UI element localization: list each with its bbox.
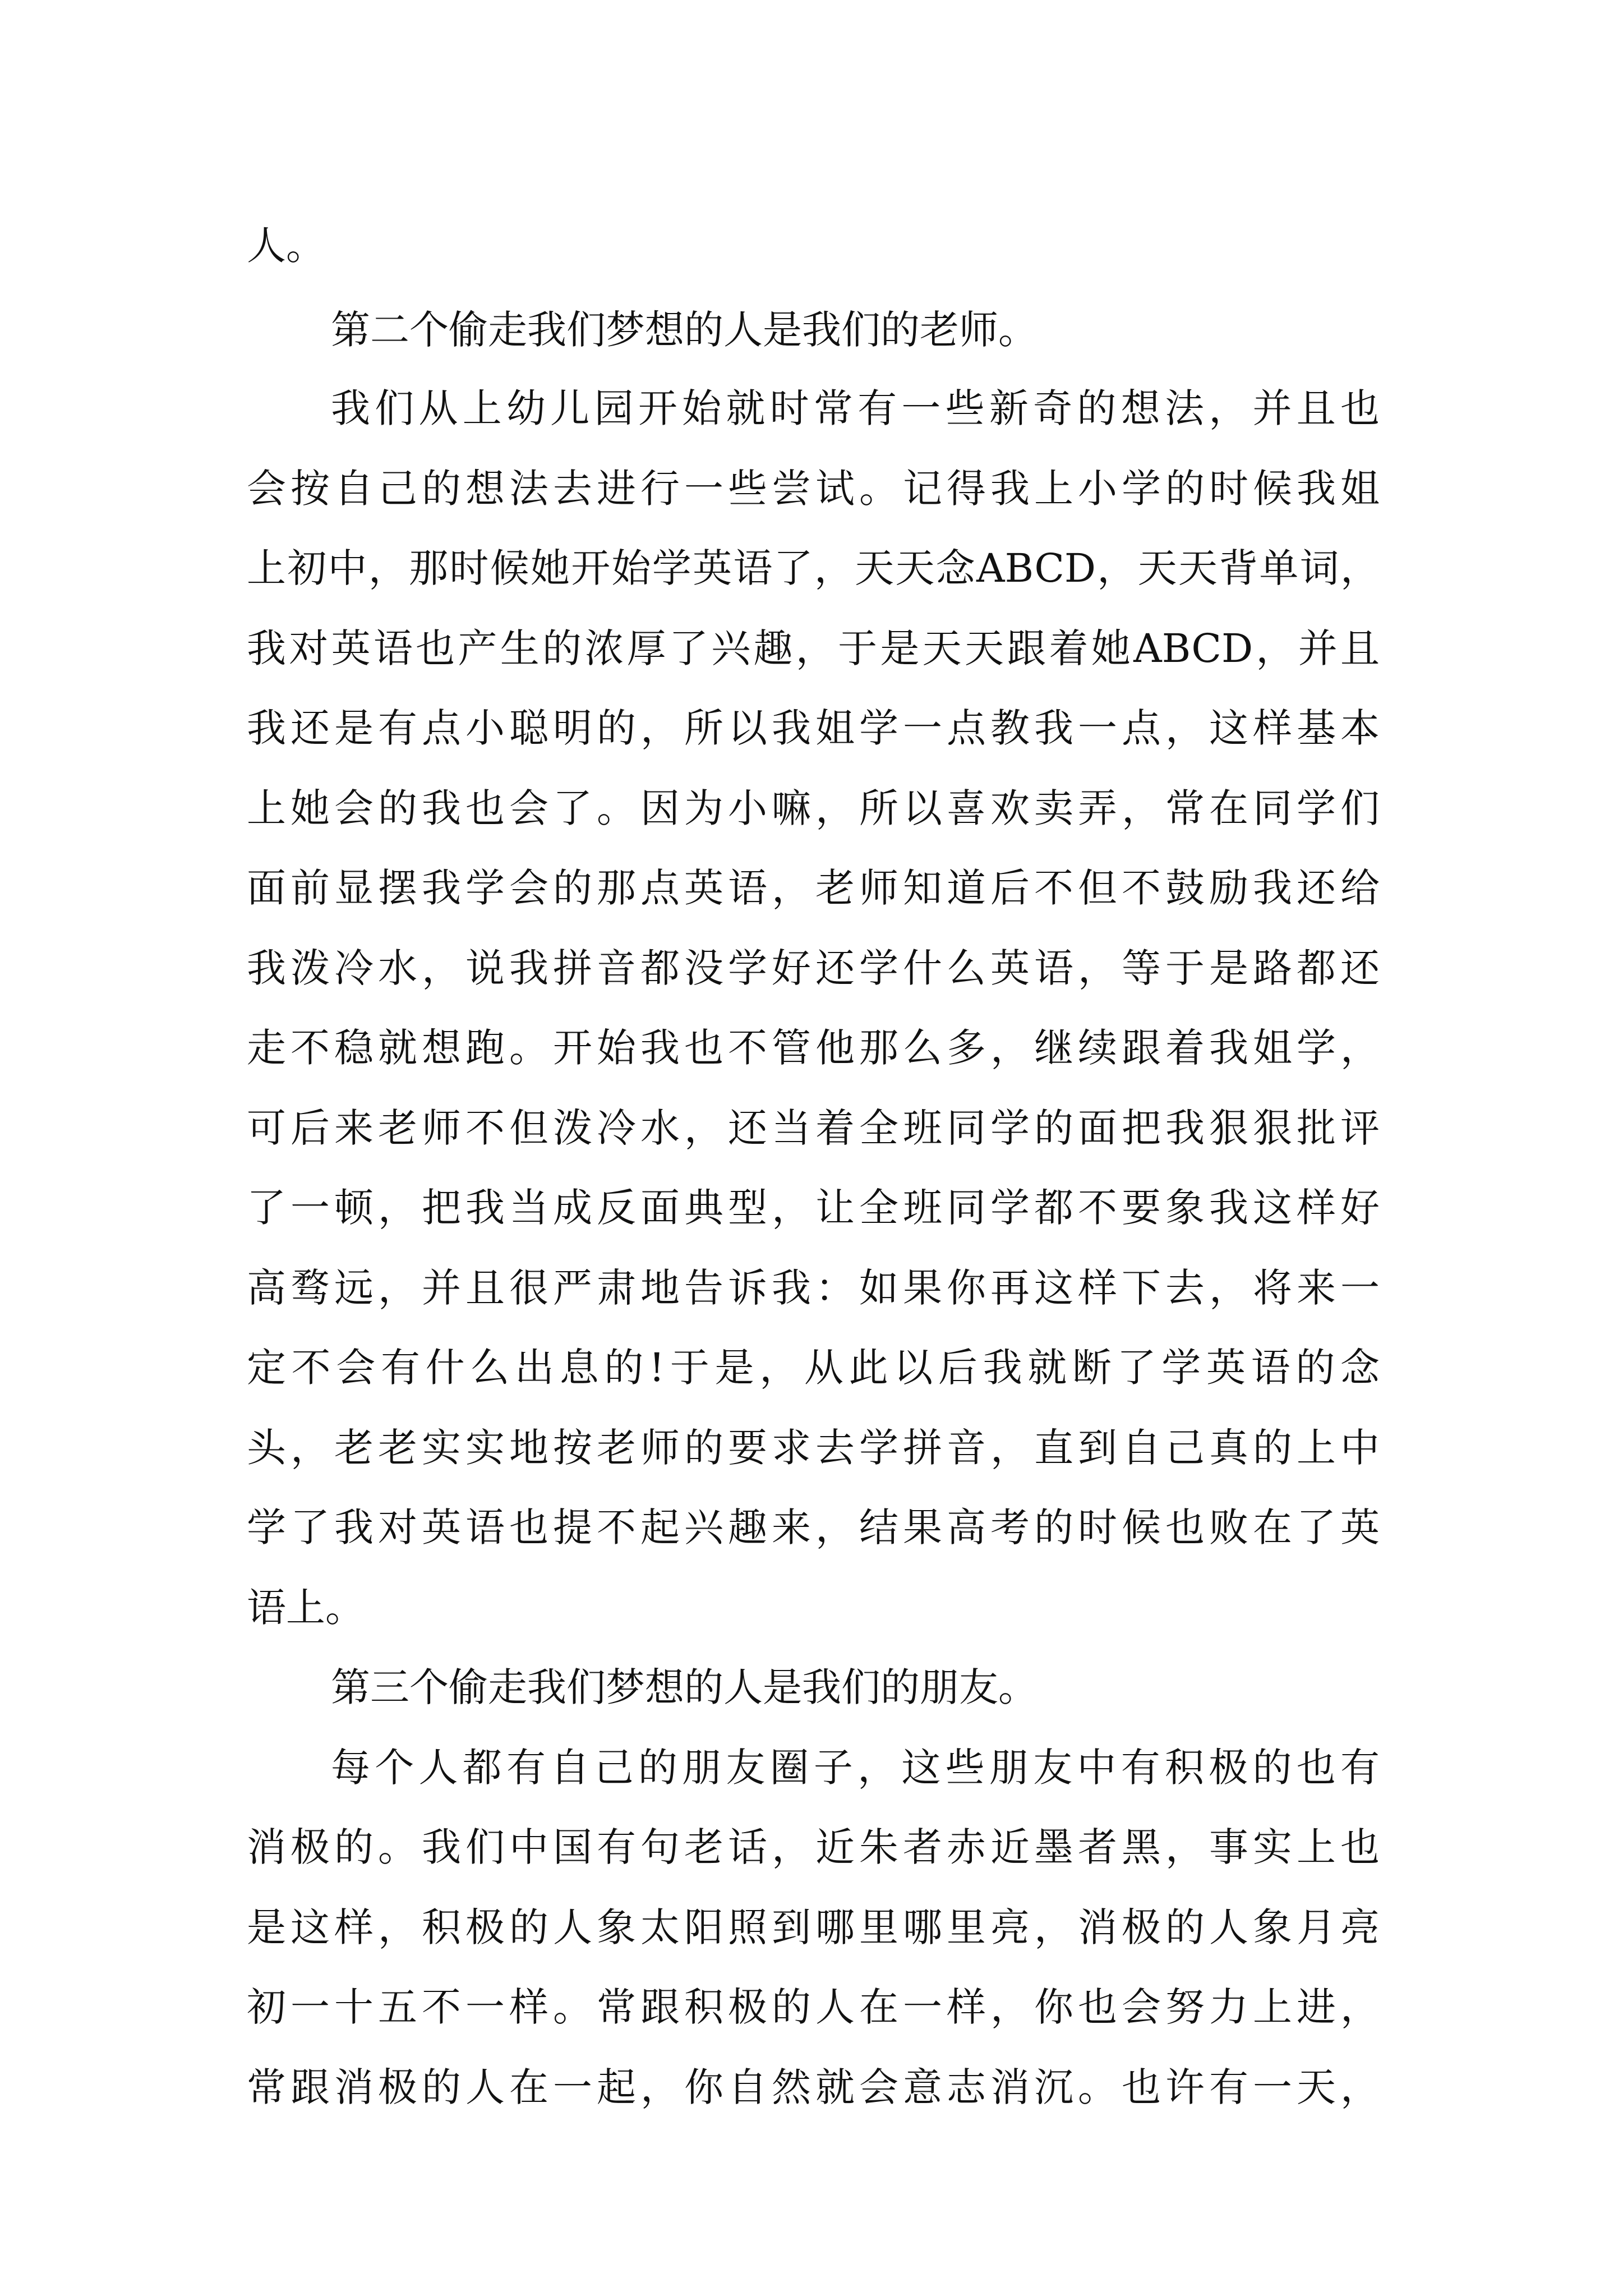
text-line-7: 我还是有点小聪明的，所以我姐学一点教我一点，这样基本 [247, 705, 1380, 751]
text-line-16: 头，老老实实地按老师的要求去学拼音，直到自己真的上中 [247, 1425, 1380, 1471]
text-line-6: 我对英语也产生的浓厚了兴趣，于是天天跟着她ABCD，并且 [247, 625, 1380, 671]
text-line-14: 高骛远，并且很严肃地告诉我：如果你再这样下去，将来一 [247, 1265, 1380, 1311]
text-line-2: 第二个偷走我们梦想的人是我们的老师。 [331, 307, 1038, 353]
text-line-24: 常跟消极的人在一起，你自然就会意志消沉。也许有一天， [247, 2064, 1380, 2110]
text-line-11: 走不稳就想跑。开始我也不管他那么多，继续跟着我姐学， [247, 1025, 1380, 1071]
text-line-21: 消极的。我们中国有句老话，近朱者赤近墨者黑，事实上也 [247, 1824, 1380, 1870]
text-line-22: 是这样，积极的人象太阳照到哪里哪里亮，消极的人象月亮 [247, 1904, 1380, 1950]
text-line-23: 初一十五不一样。常跟积极的人在一样，你也会努力上进， [247, 1984, 1380, 2030]
text-line-1: 人。 [247, 223, 325, 269]
text-line-8: 上她会的我也会了。因为小嘛，所以喜欢卖弄，常在同学们 [247, 785, 1380, 831]
text-line-18: 语上。 [247, 1585, 365, 1631]
text-line-5: 上初中，那时候她开始学英语了，天天念ABCD，天天背单词， [247, 545, 1380, 591]
text-line-3: 我们从上幼儿园开始就时常有一些新奇的想法，并且也 [331, 385, 1380, 431]
text-line-12: 可后来老师不但泼冷水，还当着全班同学的面把我狠狠批评 [247, 1105, 1380, 1151]
text-line-4: 会按自己的想法去进行一些尝试。记得我上小学的时候我姐 [247, 466, 1380, 512]
text-line-10: 我泼冷水，说我拼音都没学好还学什么英语，等于是路都还 [247, 945, 1380, 991]
text-line-19: 第三个偷走我们梦想的人是我们的朋友。 [331, 1664, 1038, 1710]
text-line-15: 定不会有什么出息的!于是，从此以后我就断了学英语的念 [247, 1345, 1380, 1391]
text-line-13: 了一顿，把我当成反面典型，让全班同学都不要象我这样好 [247, 1185, 1380, 1231]
text-line-17: 学了我对英语也提不起兴趣来，结果高考的时候也败在了英 [247, 1504, 1380, 1550]
text-line-20: 每个人都有自己的朋友圈子，这些朋友中有积极的也有 [331, 1745, 1380, 1791]
text-line-9: 面前显摆我学会的那点英语，老师知道后不但不鼓励我还给 [247, 865, 1380, 911]
